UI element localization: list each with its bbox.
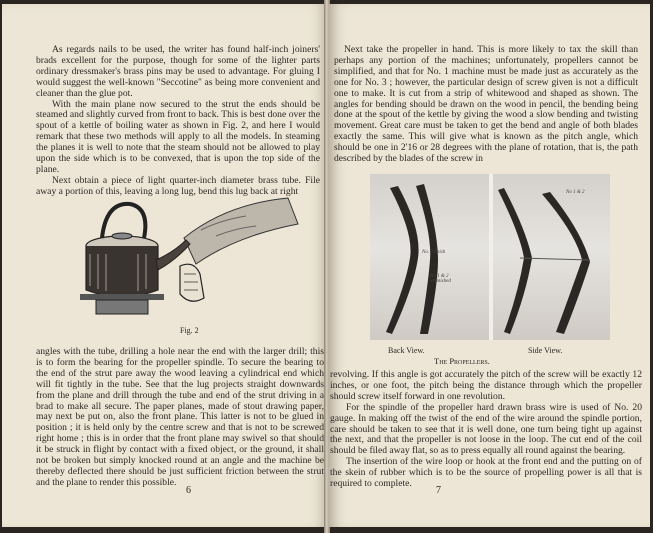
page-number-right: 7 (436, 485, 441, 496)
paragraph-insertion: The insertion of the wire loop or hook at the front end and the putting on of the skein of rubber which is to be the source of propelling power is all that is required to complete. (330, 456, 642, 490)
kettle-illustration (76, 194, 326, 324)
paragraph-brass-tube: Next obtain a piece of light quarter-inch diameter brass tube. File away a portion of this, leaving a long lug, bend this lug back at right (36, 174, 320, 197)
left-bottom-text: angles with the tube, drilling a hole near the end with the larger drill; this is to form the bearing for the propeller spindle. To secure the bearing to the end of the strut pare away the wood leaving a cylindrical end which will fit tightly in the tube. See that the lug projects straight downwards from the plane and drill through the tube and end of the strut driving in a brad to make all secure. The paper planes, made of stout drawing paper, may next be put on, also the front plane. This latter is not to be glued in position ; it is held only by the centre screw and that is not to be screwed right home ; this is in order that the front plane may swivel so that should it be struck in flight by contact with a fixed object, or the ground, it shall not be broken but simply knocked round at an angle and the machine be thereby deflected there should be just sufficient friction between the strut and the plane to render this possible. (36, 346, 324, 488)
tag-no3: No. 3 finish (422, 250, 446, 255)
caption-side-view: Side View. (528, 346, 563, 355)
paragraph-steaming: With the main plane now secured to the strut the ends should be steamed and slightly curved from front to back. This is best done over the spout of a kettle of boiling water as shown in Fig. 2, and here I would remark that these two methods will apply to all the models. In steaming the planes it is well to note that the steam should not be allowed to play upon the side which is to be convexed, that is upon the top side of the plane. (36, 98, 320, 175)
paragraph-pitch: revolving. If this angle is got accurately the pitch of the screw will be exactly 12 inches, or one foot, the pitch being the distance through which the propeller should screw itself forward in one revolution. (330, 369, 642, 402)
paragraph-spindle: For the spindle of the propeller hard drawn brass wire is used of No. 20 gauge. In making off the twist of the end of the wire around the spindle portion, care should be taken to see that it is well done, one turn being tight up against the next, and that the propeller is not loose in the loop. The cut end of the coil should be filed away flat, so as to press equally all round against the bearing. (330, 401, 642, 457)
right-bottom-text (330, 370, 642, 490)
tag-no12-unfinished: No 1 & 2 unfinished (430, 274, 451, 284)
paragraph-nails: As regards nails to be used, the writer has found half-inch joiners' brads excellent for the purpose, though for some of the lighter parts ordinary dressmaker's brass pins may be used to advantage. For gluing I would suggest the well-known "Seccotine" as being more convenient and cleaner than the glue pot. (36, 44, 320, 99)
photo-divider (489, 174, 493, 340)
left-page (2, 4, 326, 527)
left-top-text (36, 45, 320, 198)
right-top-text: Next take the propeller in hand. This is more likely to tax the skill than perhaps any portion of the machines; unfortunately, propellers cannot be simplified, and that for No. 1 machine must be made just as accurately as the one for No. 3 ; however, the particular design of screw given is not a difficult one to make. It is cut from a strip of whitewood and shaped as shown. The angles for bending should be drawn on the wood in pencil, the bending being done at the spout of the kettle by giving the wood a slow bending and twisting movement. Great care must be taken to get the bend and angle of both blades exactly the same. This will give what is known as the pitch angle, which should be one in 2'16 or 28 degrees with the plane of rotation, that is, the path described by the blades of the screw in (334, 44, 638, 165)
tag-no12: No 1 & 2 (566, 190, 585, 195)
photo-title: The Propellers. (434, 356, 490, 366)
figure-caption: Fig. 2 (180, 326, 199, 335)
propeller-photograph (370, 174, 610, 340)
page-number-left: 6 (186, 485, 191, 496)
caption-back-view: Back View. (388, 346, 425, 355)
right-page (328, 4, 650, 527)
